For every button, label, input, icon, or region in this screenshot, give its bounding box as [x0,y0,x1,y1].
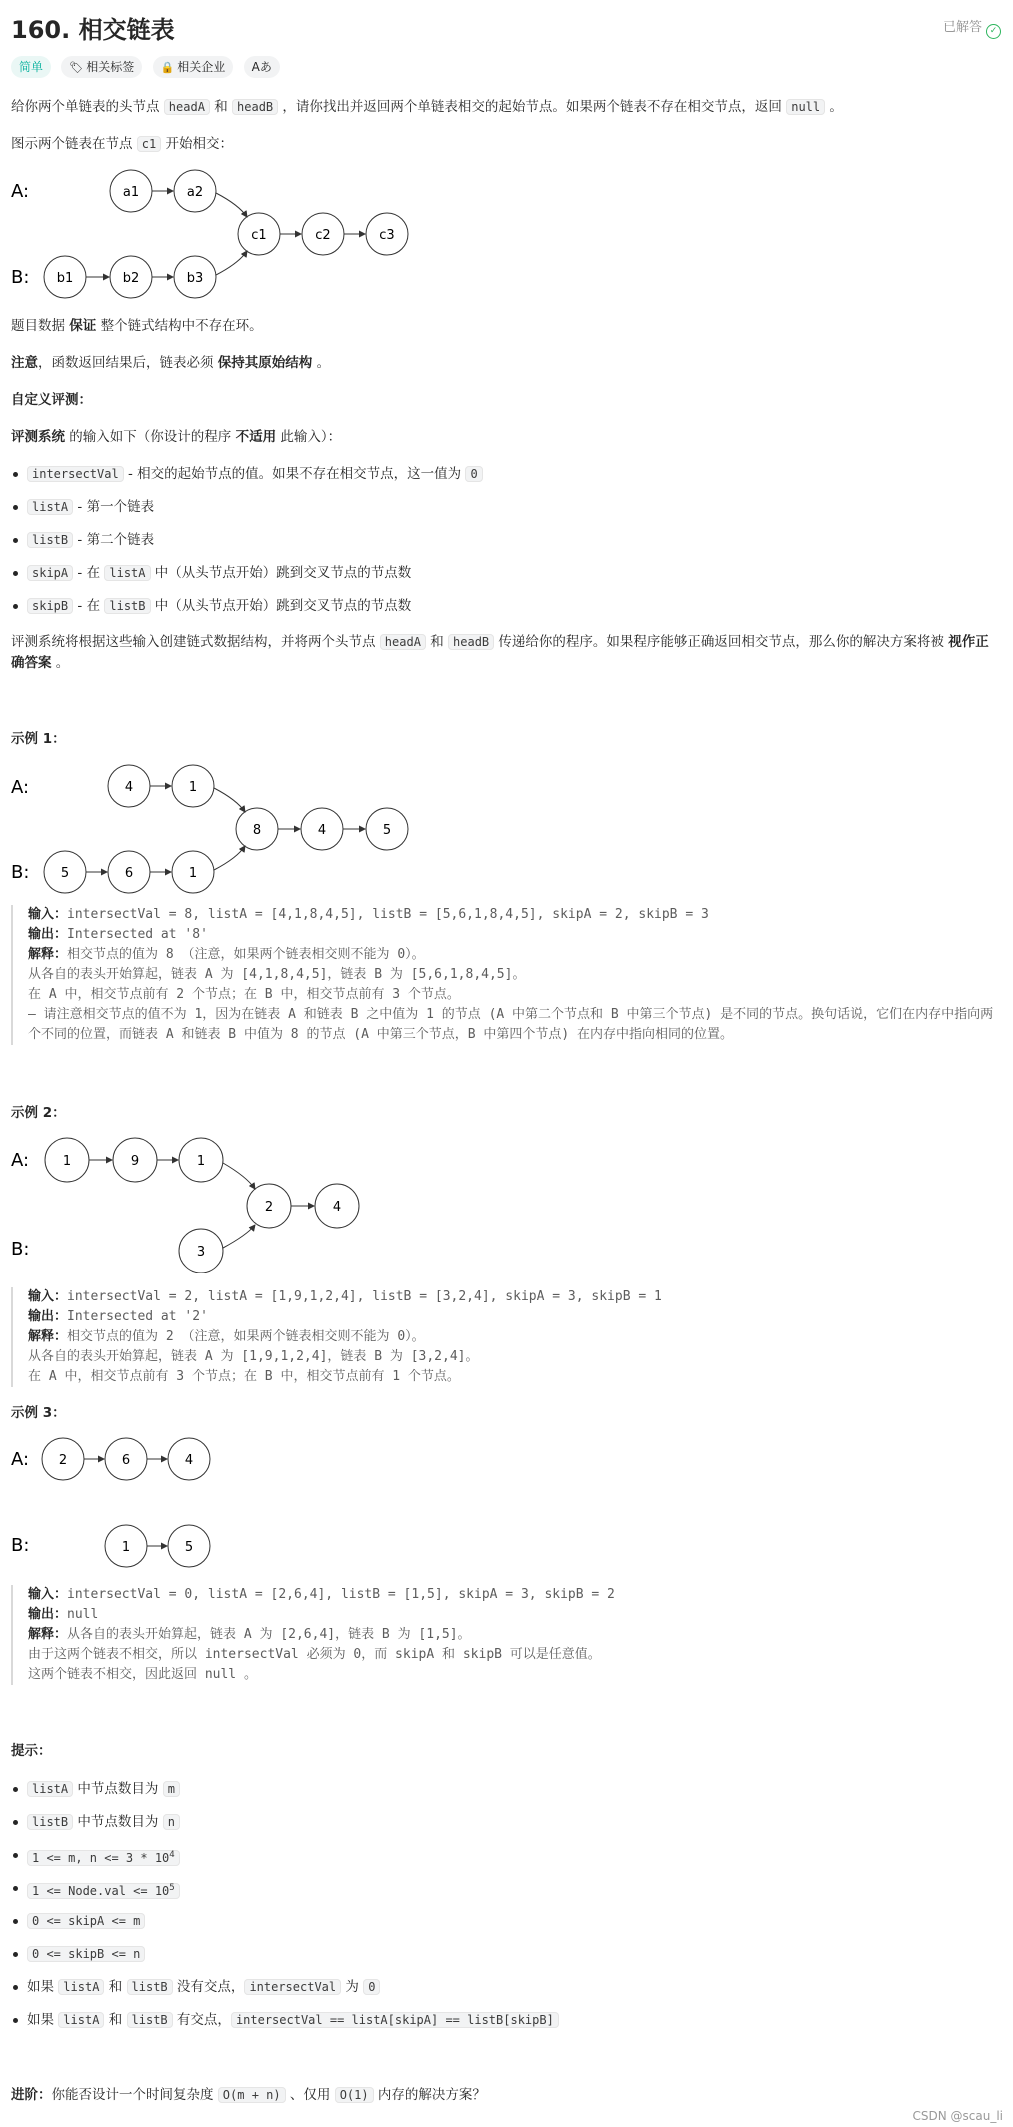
related-companies-label: 相关企业 [177,60,226,74]
node-b2: b2 [122,271,140,286]
node-a1: 2 [58,1453,68,1468]
node-b1: 5 [60,866,70,881]
list-item: intersectVal - 相交的起始节点的值。如果不存在相交节点，这一值为 0 [11,464,1001,497]
related-companies-button[interactable] [153,56,234,78]
check-circle-icon: ✓ [986,24,1001,39]
judge-input-intro: 评测系统 的输入如下（你设计的程序 不适用 此输入）： [11,429,342,445]
figure-caption: 图示两个链表在节点 c1 开始相交： [11,136,234,152]
list-b-label: B: [11,267,30,288]
example-1-diagram [11,760,431,900]
node-c2: c2 [315,228,331,243]
example-1-title: 示例 1： [11,731,66,747]
list-item: 如果 listA 和 listB 有交点， intersectVal == listA[skipA] == listB[skipB] [11,2010,1001,2043]
difficulty-badge[interactable]: 简单 [11,56,51,78]
node-c2: 4 [317,823,327,838]
list-item: skipB - 在 listB 中（从头节点开始）跳到交叉节点的节点数 [11,596,1001,629]
note-text: 注意，函数返回结果后，链表必须 保持其原始结构 。 [11,355,331,371]
list-item: 如果 listA 和 listB 没有交点， intersectVal 为 0 [11,1977,1001,2010]
node-b1: 1 [121,1540,131,1555]
intro-paragraph: 给你两个单链表的头节点 headA 和 headB ，请你找出并返回两个单链表相交的起始节点。如果两个链表不存在相交节点，返回 null 。 [11,99,843,115]
node-c1: 8 [252,823,262,838]
node-c1: c1 [251,228,267,243]
solved-label: 已解答 [942,20,982,35]
list-b-label: B: [11,1535,30,1556]
font-toggle-button[interactable]: Aあ [244,56,280,78]
list-item: listA 中节点数目为 m [11,1779,1001,1812]
example-2-diagram [11,1133,391,1273]
list-a-label: A: [11,1150,30,1171]
node-b1: 3 [196,1245,206,1260]
node-a3: 4 [184,1453,194,1468]
advanced-text: 进阶：你能否设计一个时间复杂度 O(m + n) 、仅用 O(1) 内存的解决方案？ [11,2087,486,2103]
node-a3: 1 [196,1154,206,1169]
example-3-diagram [11,1433,271,1573]
tag-bar [11,56,286,80]
list-a-label: A: [11,181,30,202]
watermark: CSDN @scau_li [912,2109,1003,2123]
list-a-label: A: [11,777,30,798]
lock-icon: 🔒 [160,61,175,74]
node-c3: 5 [382,823,392,838]
list-item: 0 <= skipA <= m [11,1911,1001,1944]
node-c1: 2 [264,1200,274,1215]
node-a2: 9 [130,1154,140,1169]
node-a1: 4 [124,780,134,795]
example-1-block: 输入：intersectVal = 8, listA = [4,1,8,4,5], listB = [5,6,1,8,4,5], skipA = 2, skipB = 3 输出：Intersected at '8' 解释：相交节点的值为 8 （注意，如果两个链表相交则不能为 0）。 从各自的表头开始算起，链表 A 为 [4,1,8,4,5]，链表 B 为 [5,6,1,8,4,5]。 在 A 中，相交节点前有 2 个节点；在 B 中，相交节点前有 3 个节点。 — 请注意相交节点的值不为 1，因为在链表 A 和链表 B 之中值为 1 的节点 (A 中第二个节点和 B 中第三个节点) 是不同的节点。换句话说，它们在内存中指向两个不同的位置，而链表 A 和链表 B 中值为 8 的节点 (A 中第三个节点，B 中第四个节点) 在内存中指向相同的位置。 [11,905,1003,1045]
node-c3: c3 [379,228,395,243]
node-b1: b1 [56,271,74,286]
example-3-title: 示例 3： [11,1405,66,1421]
judge-paragraph: 评测系统将根据这些输入创建链式数据结构，并将两个头节点 headA 和 headB 传递给你的程序。如果程序能够正确返回相交节点，那么你的解决方案将被 视作正确答案 。 [11,634,989,671]
node-b2: 6 [124,866,134,881]
problem-title: 160. 相交链表 [11,16,175,44]
node-b3: b3 [186,271,204,286]
list-item: listA - 第一个链表 [11,497,1001,530]
solved-status [943,16,1001,39]
node-c2: 4 [332,1200,342,1215]
intersection-diagram [11,165,431,305]
custom-judge-title: 自定义评测： [11,392,92,408]
list-item: listB - 第二个链表 [11,530,1001,563]
list-item: 1 <= m, $n <= 3 * 10^4$ [11,1845,1001,1878]
tag-icon: 🏷 [69,61,84,74]
node-a2: 1 [188,780,198,795]
list-b-label: B: [11,862,30,883]
list-item: 1 <= Node.val <= $10^5$ [11,1878,1001,1911]
node-a2: 6 [121,1453,131,1468]
node-a1: 1 [62,1154,72,1169]
list-item: skipA - 在 listA 中（从头节点开始）跳到交叉节点的节点数 [11,563,1001,596]
example-3-block: 输入：intersectVal = 0, listA = [2,6,4], listB = [1,5], skipA = 3, skipB = 2 输出：null 解释：从各自的表头开始算起，链表 A 为 [2,6,4]，链表 B 为 [1,5]。 由于这两个链表不相交，所以 intersectVal 必须为 0，而 skipA 和 skipB 可以是任意值。 这两个链表不相交，因此返回 null 。 [11,1585,1003,1685]
list-item: 0 <= skipB <= n [11,1944,1001,1977]
node-b2: 5 [184,1540,194,1555]
hints-title: 提示： [11,1743,52,1759]
example-2-block: 输入：intersectVal = 2, listA = [1,9,1,2,4], listB = [3,2,4], skipA = 3, skipB = 1 输出：Intersected at '2' 解释：相交节点的值为 2 （注意，如果两个链表相交则不能为 0）。 从各自的表头开始算起，链表 A 为 [1,9,1,2,4]，链表 B 为 [3,2,4]。 在 A 中，相交节点前有 3 个节点；在 B 中，相交节点前有 1 个节点。 [11,1287,1003,1387]
guarantee-text: 题目数据 保证 整个链式结构中不存在环。 [11,318,263,334]
list-item: listB 中节点数目为 n [11,1812,1001,1845]
related-tags-label: 相关标签 [86,60,135,74]
node-a1: a1 [122,185,140,200]
related-tags-button[interactable] [61,56,142,78]
list-b-label: B: [11,1239,30,1260]
judge-input-list [11,464,1001,629]
node-b3: 1 [188,866,198,881]
hints-list [11,1779,1001,2043]
list-a-label: A: [11,1449,30,1470]
example-2-title: 示例 2： [11,1105,66,1121]
node-a2: a2 [186,185,204,200]
